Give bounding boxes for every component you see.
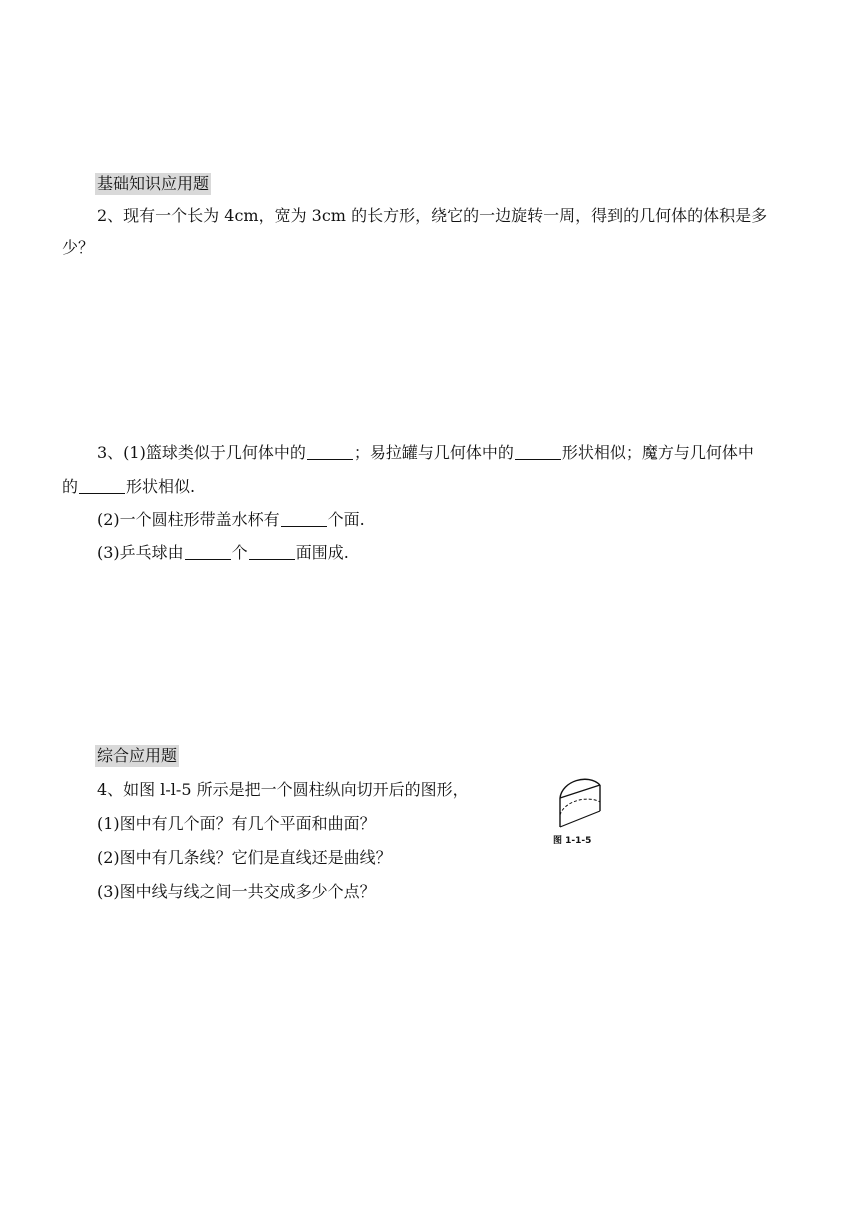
question-4-sub-3: (3)图中线与线之间一共交成多少个点？ <box>97 882 376 901</box>
question-3-part-3 <box>97 541 349 565</box>
answer-blank <box>249 558 295 560</box>
answer-blank <box>79 492 125 494</box>
section-heading-comprehensive <box>95 744 179 768</box>
question-3-part-1-line-2 <box>62 475 195 499</box>
question-4-sub-2: (2)图中有几条线？它们是直线还是曲线？ <box>97 848 392 867</box>
figure-caption: 图 1-1-5 <box>553 836 592 846</box>
q3-text-c: 形状相似；魔方与几何体中 <box>561 443 754 462</box>
section-heading-comprehensive-text: 综合应用题 <box>97 746 178 765</box>
question-3-part-2 <box>97 508 365 532</box>
half-cylinder-drawing <box>552 775 612 835</box>
q3-p2-text-a: (2)一个圆柱形带盖水杯有 <box>97 510 280 529</box>
section-heading-basic <box>95 172 211 196</box>
q3-p3-text-c: 面围成. <box>295 543 349 562</box>
q3-p3-text-a: (3)乒乓球由 <box>97 543 184 562</box>
question-2-line-1: 2、现有一个长为 4cm，宽为 3cm 的长方形，绕它的一边旋转一周，得到的几何体的体积是多 <box>97 206 768 225</box>
q3-p2-text-b: 个面. <box>327 510 365 529</box>
answer-blank <box>185 558 231 560</box>
answer-blank <box>281 525 327 527</box>
q3-text-b: ；易拉罐与几何体中的 <box>353 443 514 462</box>
q3-text-a: 3、(1)篮球类似于几何体中的 <box>97 443 306 462</box>
q3-text-d: 的 <box>62 477 79 496</box>
answer-blank <box>307 458 353 460</box>
q3-text-e: 形状相似. <box>126 477 196 496</box>
question-3-part-1-line-1 <box>97 441 754 465</box>
question-4-intro: 4、如图 l-l-5 所示是把一个圆柱纵向切开后的图形， <box>97 780 469 799</box>
q3-p3-text-b: 个 <box>231 543 248 562</box>
section-heading-basic-text: 基础知识应用题 <box>97 174 210 193</box>
question-4-sub-1: (1)图中有几个面？有几个平面和曲面？ <box>97 814 376 833</box>
question-2-line-2: 少？ <box>62 238 95 257</box>
answer-blank <box>515 458 561 460</box>
